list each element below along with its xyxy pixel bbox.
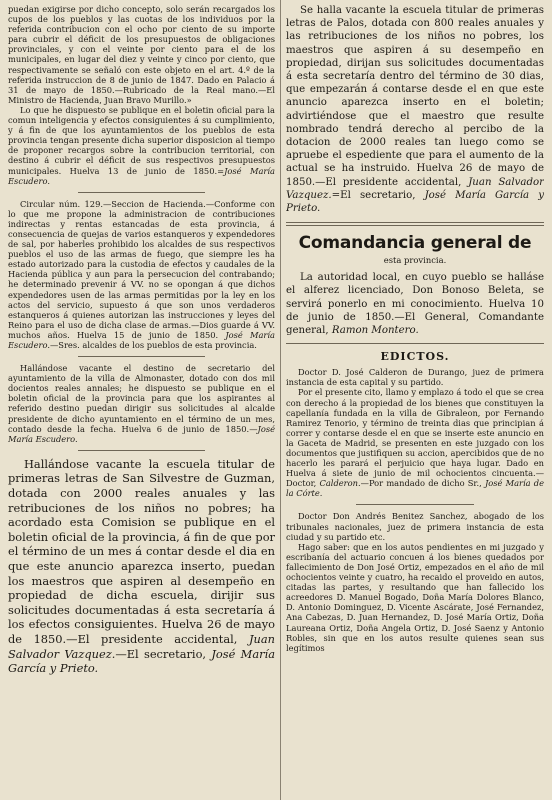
- section-double-rule: [286, 222, 544, 226]
- publication-order: [8, 105, 275, 186]
- right-column: [286, 4, 544, 653]
- left-column: [8, 4, 275, 676]
- edicto-calderon: [286, 367, 544, 498]
- section-divider: [78, 356, 205, 357]
- comandancia-text: [286, 271, 544, 337]
- section-divider: [286, 343, 544, 344]
- column-rule: [280, 0, 281, 800]
- edicto-calderon-by-order: —Por mandado de dicho Sr.,: [360, 478, 482, 489]
- circular-text: [8, 199, 275, 350]
- edicto-calderon-text: [286, 387, 544, 498]
- edicto-benitez: [286, 511, 544, 652]
- san-silvestre-president: Juan Salvador Vazquez.: [8, 631, 275, 661]
- circular-body: Circular núm. 129.—Seccion de Hacienda.—Conforme con lo que me propone la administracion de contribuciones indirectas y rentas estancadas de esta provincia, á consecuencia de quejas de varios estanqueros y expendedores de sal, por haberles prohibido los alcaldes de sus respectivos pueblos el uso de las armas de fuego, que siempre les ha estado autorizado para la custodia de efectos y caudales de la Hacienda pública y aun para la persecucion del contrabando; he determinado prevenir á VV. no se opongan á que dichos expendedores usen de las armas permitidas por la ley en los actos del servicio, supuesto á que son unos verdaderos estanqueros á quienes autorizan las instrucciones y leyes del Reino para el uso de dicha clase de armas.—Dios guarde á VV. muchos años. Huelva 15 de junio de 1850.: [8, 198, 275, 340]
- section-divider: [356, 504, 474, 505]
- comandancia-body: La autoridad local, en cuyo pueblo se halláse el alferez licenciado, Don Bonoso Beleta, se servirá ponerlo en mi conocimiento. Huelva 10 de junio de 1850.—El General, Comandante general,: [286, 272, 544, 337]
- san-silvestre-school-notice: [8, 457, 275, 676]
- san-silvestre-secretary-label: —El secretario,: [115, 646, 207, 661]
- publication-order-text: Lo que he dispuesto se publique en el boletin oficial para la comun inteligencia y efectos consiguientes á su cumplimiento, y á fin de que los ayuntamientos de los pueblos de esta provincia tengan presente dicha superior disposicion al tiempo de proponer recargos sobre la contribucion territorial, con destino á cubrir el déficit de sus respectivos presupuestos municipales. Huelva 13 de junio de 1850.: [8, 104, 275, 176]
- publication-order-signature: =José María Escudero.: [8, 165, 275, 186]
- edictos-heading: EDICTOS.: [380, 350, 450, 364]
- decree-continuation: [8, 4, 275, 186]
- palos-school-notice: [286, 4, 544, 215]
- san-silvestre-text: [8, 457, 275, 676]
- comandancia-notice: [286, 271, 544, 337]
- circular-addressee: —Sres. alcaldes de los pueblos de esta provincia.: [49, 340, 257, 350]
- section-divider: [78, 192, 205, 193]
- decree-text: puedan exigirse por dicho concepto, solo serán recargados los cupos de los pueblos y las cuotas de los individuos por la referida contribucion con el ocho por ciento de su importe para cubrir el déficit de los presupuestos de obligaciones provinciales, y con el veinte por ciento para el de los municipales, en lugar del diez y veinte y cinco por ciento, que respectivamente se señaló con este objeto en el art. 4.º de la referida instruccion de 8 de junio de 1847. Dado en Palacio á 31 de mayo de 1850.—Rubricado de la Real mano.—El Ministro de Hacienda, Juan Bravo Murillo.»: [8, 4, 275, 105]
- san-silvestre-body: Hallándose vacante la escuela titular de primeras letras de San Silvestre de Guzman, dotada con 2000 reales anuales y las retribuciones de los niños no pobres; ha acordado esta Comision se publique en el boletin oficial de la provincia, á fin de que por el término de un mes á contar desde el dia en que este anuncio aparezca inserto, puedan los maestros que aspiren al desempeño en propiedad de dicha escuela, dirijir sus solicitudes documentadas á esta secretaría á los efectos consiguientes. Huelva 26 de mayo de 1850.—El presidente accidental,: [8, 456, 275, 646]
- comandancia-heading: Comandancia general de: [298, 233, 532, 254]
- edicto-calderon-title: Doctor D. José Calderon de Durango, juez de primera instancia de esta capital y su partido.: [286, 367, 544, 388]
- edicto-benitez-title: Doctor Don Andrés Benitez Sanchez, abogado de los tribunales nacionales, juez de primera instancia de esta ciudad y su partido etc.: [286, 511, 544, 542]
- almonaster-secretary-notice: [8, 363, 275, 444]
- edicto-calderon-judge: Calderon.: [319, 478, 361, 489]
- edicto-calderon-body: Por el presente cito, llamo y emplazo á todo el que se crea con derecho á la propiedad de los bienes que constituyen la capellanía fundada en la villa de Gibraleon, por Fernando Ramirez Tenorio, y término de treinta dias que principian á correr y contarse desde el en que se inserte este anuncio en la Gaceta de Madrid, se presenten en este juzgado con los documentos que justifiquen su accion, apercibidos que de no hacerlo les parará el perjuicio que haya lugar. Dado en Huelva á siete de junio de mil ochocientos cincuenta.—Doctor,: [286, 387, 544, 489]
- san-silvestre-secretary: José María García y Prieto.: [8, 646, 275, 676]
- almonaster-signature: José María Escudero.: [8, 423, 275, 444]
- comandancia-signature: Ramon Montero.: [331, 325, 419, 337]
- palos-body: Se halla vacante la escuela titular de primeras letras de Palos, dotada con 800 reales anuales y las retribuciones de los niños no pobres, los maestros que aspiren á su desempeño en propiedad, dirijan sus solicitudes documentadas á esta secretaría dentro del término de 30 dias, que empezarán á contarse desde el en que este anuncio aparezca inserto en el boletin; advirtiéndose que el maestro que resulte nombrado tendrá derecho al percibo de la dotacion de 2000 reales tan luego como se apruebe el espediente que para el aumento de la actual se ha instruido. Huelva 26 de mayo de 1850.—El presidente accidental,: [286, 5, 544, 188]
- section-divider: [78, 450, 205, 451]
- edicto-calderon-clerk: José María de la Córte.: [286, 478, 544, 499]
- almonaster-text: [8, 363, 275, 444]
- almonaster-body: Hallándose vacante el destino de secretario del ayuntamiento de la villa de Almonaster, dotado con dos mil docientos reales annales; he dispuesto se publique en el boletin oficial de la provincia para que los aspirantes al referido destino puedan dirigir sus solicitudes al alcalde presidente de dicho ayuntamiento en el término de un mes, contado desde la fecha. Huelva 6 de junio de 1850.—: [8, 363, 275, 434]
- palos-secretary-label: =El secretario,: [331, 189, 416, 201]
- palos-text: [286, 4, 544, 215]
- circular-signature: José María Escudero.: [8, 329, 275, 350]
- edicto-benitez-text: Hago saber: que en los autos pendientes en mi juzgado y escribanía del actuario concuen á los bienes quedados por fallecimiento de Don José Ortiz, empezados en el año de mil ochocientos veinte y cuatro, ha recaido el proveido en autos, citadas las partes, y resultando que han fallecido los acreedores D. Manuel Bogado, Doña María Dolores Blanco, D. Antonio Dominguez, D. Vicente Ascárate, José Fernandez, Ana Cabezas, D. Juan Hernandez, D. José María Ortiz, Doña Laureana Ortiz, Doña Angela Ortiz, D. José Saenz y Antonio Robles, sin que en los autos resulte quienes sean sus legítimos: [286, 541, 544, 653]
- circular-129: [8, 199, 275, 350]
- palos-president: Juan Salvador Vazquez.: [286, 176, 544, 201]
- comandancia-subheading: esta provincia.: [383, 255, 447, 266]
- palos-secretary: José María García y Prieto.: [286, 189, 544, 215]
